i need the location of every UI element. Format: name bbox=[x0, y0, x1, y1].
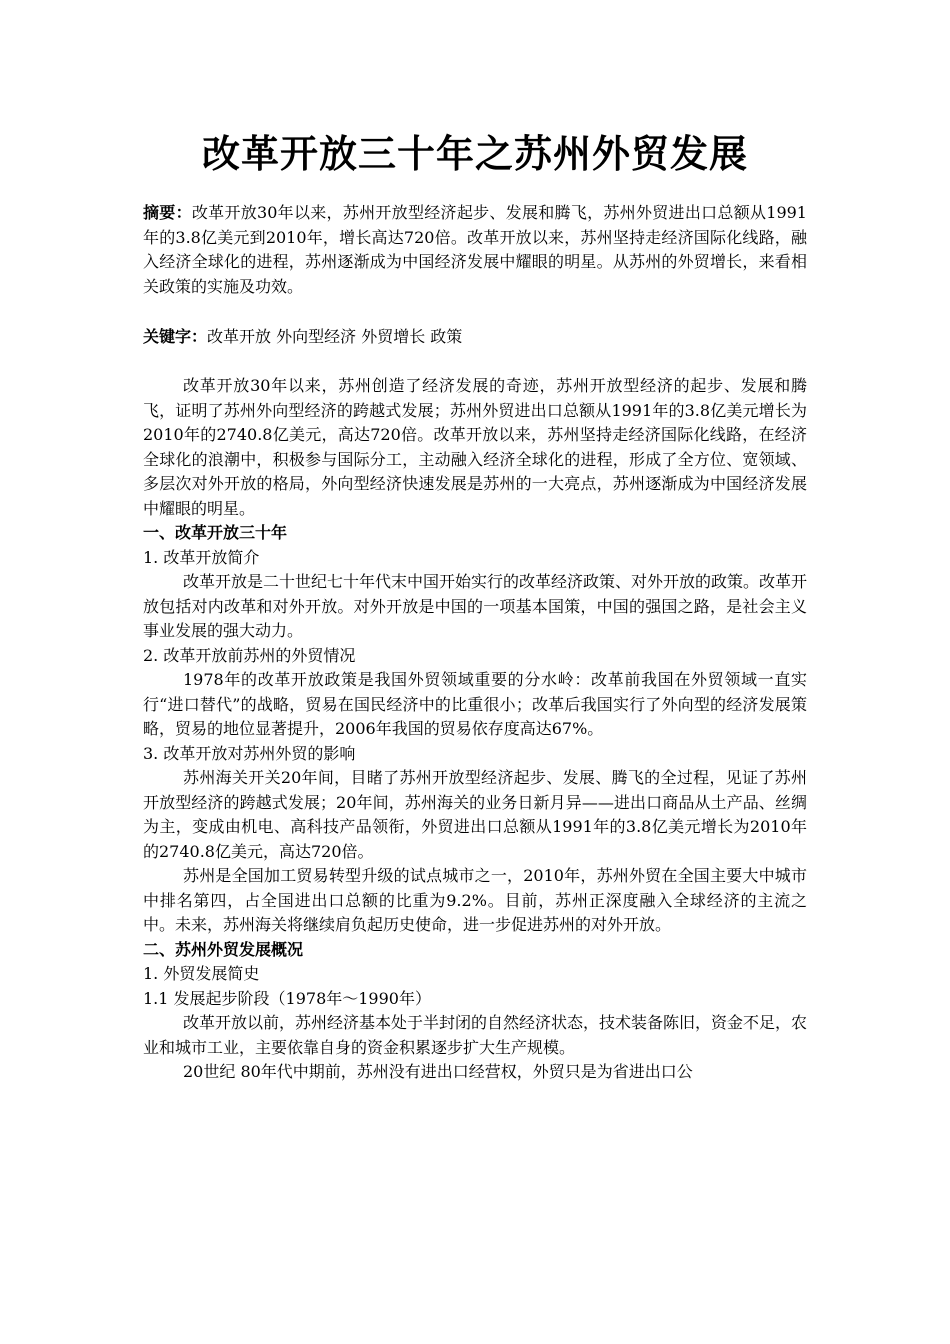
section2-heading: 二、苏州外贸发展概况 bbox=[143, 939, 304, 959]
section1-sub1-paragraph: 改革开放是二十世纪七十年代末中国开始实行的改革经济政策、对外开放的政策。改革开放包括对内改革和对外开放。对外开放是中国的一项基本国策，中国的强国之路，是社会主义事业发展的强大动力。 bbox=[143, 572, 808, 640]
section1-sub3-paragraph-2: 苏州是全国加工贸易转型升级的试点城市之一，2010年，苏州外贸在全国主要大中城市中排名第四，占全国进出口总额的比重为9.2%。目前，苏州正深度融入全球经济的主流之中。未来，苏州海关将继续肩负起历史使命，进一步促进苏州的对外开放。 bbox=[143, 866, 807, 934]
section2-sub11-paragraph-2: 20世纪 80年代中期前，苏州没有进出口经营权，外贸只是为省进出口公 bbox=[183, 1062, 693, 1081]
keywords-label: 关键字： bbox=[143, 327, 208, 346]
section2-sub1-heading: 1. 外贸发展简史 bbox=[143, 964, 260, 983]
document-title: 改革开放三十年之苏州外贸发展 bbox=[201, 132, 748, 176]
intro-paragraph: 改革开放30年以来，苏州创造了经济发展的奇迹，苏州开放型经济的起步、发展和腾飞，证明了苏州外向型经济的跨越式发展；苏州外贸进出口总额从1991年的3.8亿美元增长为2010年的2740.8亿美元，高达720倍。改革开放以来，苏州坚持走经济国际化线路，在经济全球化的浪潮中，积极参与国际分工，主动融入经济全球化的进程，形成了全方位、宽领域、多层次对外开放的格局，外向型经济快速发展是苏州的一大亮点，苏州逐渐成为中国经济发展中耀眼的明星。 bbox=[143, 376, 807, 518]
section1-heading: 一、改革开放三十年 bbox=[143, 523, 288, 542]
abstract-label: 摘要： bbox=[143, 203, 192, 222]
section1-sub3-paragraph-1: 苏州海关开关20年间，目睹了苏州开放型经济起步、发展、腾飞的全过程，见证了苏州开放型经济的跨越式发展；20年间，苏州海关的业务日新月异——进出口商品从土产品、丝绸为主，变成由机电、高科技产品领衔，外贸进出口总额从1991年的3.8亿美元增长为2010年的2740.8亿美元，高达720倍。 bbox=[143, 768, 807, 861]
keywords-text: 改革开放 外向型经济 外贸增长 政策 bbox=[207, 327, 463, 346]
section1-sub3-heading: 3. 改革开放对苏州外贸的影响 bbox=[143, 743, 356, 763]
body-flow bbox=[143, 374, 807, 1085]
section2-sub11-heading: 1.1 发展起步阶段（1978年～1990年） bbox=[143, 988, 431, 1008]
section2-sub11-paragraph-1: 改革开放以前，苏州经济基本处于半封闭的自然经济状态，技术装备陈旧，资金不足，农业和城市工业，主要依靠自身的资金积累逐步扩大生产规模。 bbox=[143, 1013, 808, 1057]
abstract-text: 改革开放30年以来，苏州开放型经济起步、发展和腾飞，苏州外贸进出口总额从1991年的3.8亿美元到2010年，增长高达720倍。改革开放以来，苏州坚持走经济国际化线路，融入经济全球化的进程，苏州逐渐成为中国经济发展中耀眼的明星。从苏州的外贸增长，来看相关政策的实施及功效。 bbox=[143, 203, 807, 296]
section1-sub2-heading: 2. 改革开放前苏州的外贸情况 bbox=[143, 645, 356, 665]
keywords-paragraph bbox=[143, 325, 807, 350]
abstract-paragraph bbox=[143, 201, 807, 299]
section1-sub2-paragraph: 1978年的改革开放政策是我国外贸领域重要的分水岭：改革前我国在外贸领域一直实行“进口替代”的战略，贸易在国民经济中的比重很小；改革后我国实行了外向型的经济发展策略，贸易的地位显著提升，2006年我国的贸易依存度高达67%。 bbox=[143, 670, 807, 738]
section1-sub1-heading: 1. 改革开放简介 bbox=[143, 547, 260, 567]
